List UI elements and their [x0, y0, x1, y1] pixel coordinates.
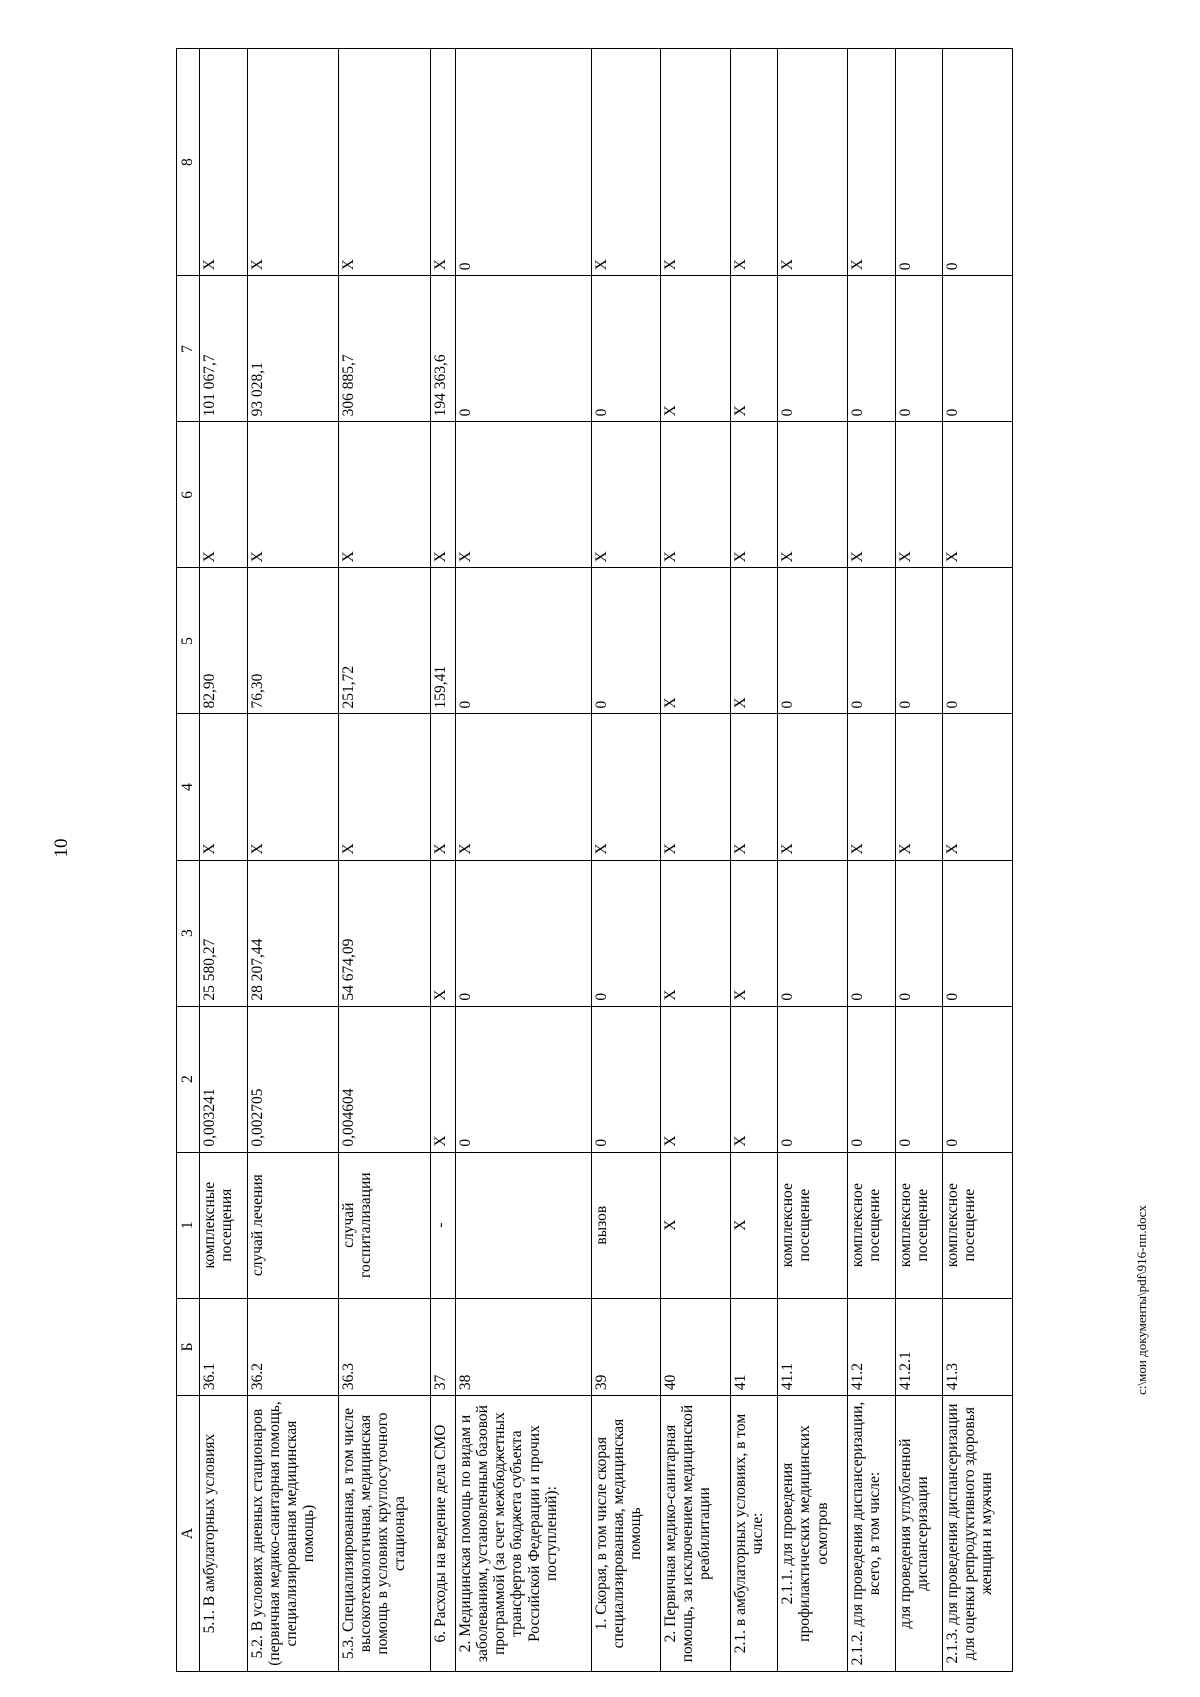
table-cell: Х: [730, 276, 778, 422]
column-header: 1: [177, 1152, 200, 1298]
table-row: [661, 49, 731, 1672]
table-cell: 25 580,27: [200, 860, 248, 1006]
table-cell: комплексное посещение: [847, 1152, 895, 1298]
table-cell: 38: [456, 1298, 591, 1395]
table-row: [943, 49, 1013, 1672]
table-cell: Х: [591, 49, 661, 276]
table-cell: 0: [456, 49, 591, 276]
table-cell: 41.2.1: [895, 1298, 943, 1395]
table-cell: случай лечения: [247, 1152, 338, 1298]
table-cell: Х: [247, 422, 338, 568]
table-cell: Х: [847, 422, 895, 568]
table-cell: 82,90: [200, 568, 248, 714]
table-cell: 93 028,1: [247, 276, 338, 422]
table-cell: комплексные посещения: [200, 1152, 248, 1298]
table-cell: Х: [339, 714, 430, 860]
table-cell: Х: [247, 714, 338, 860]
rotated-table-frame: [176, 48, 1013, 1672]
table-cell: 0: [456, 568, 591, 714]
table-cell: 306 885,7: [339, 276, 430, 422]
table-cell: 0: [778, 276, 848, 422]
table-row: [847, 49, 895, 1672]
table-cell: 0: [847, 568, 895, 714]
table-cell: Х: [778, 49, 848, 276]
table-row: [430, 49, 456, 1672]
table-cell: Х: [430, 1006, 456, 1152]
table-cell: Х: [661, 714, 731, 860]
table-row: [778, 49, 848, 1672]
table-cell: Х: [456, 422, 591, 568]
table-cell: 0: [591, 276, 661, 422]
table-cell: 0,003241: [200, 1006, 248, 1152]
table-cell: Х: [430, 49, 456, 276]
table-container: [176, 48, 1013, 1672]
table-cell: Х: [895, 422, 943, 568]
table-cell: [456, 1152, 591, 1298]
table-cell: 0: [456, 276, 591, 422]
table-cell: Х: [661, 860, 731, 1006]
table-cell: -: [430, 1152, 456, 1298]
table-cell: Х: [943, 422, 1013, 568]
table-cell: 251,72: [339, 568, 430, 714]
table-cell: Х: [430, 860, 456, 1006]
table-row: [339, 49, 430, 1672]
table-row: [895, 49, 943, 1672]
table-cell: 2.1. в амбулаторных условиях, в том числе:: [730, 1396, 778, 1672]
column-header: 7: [177, 276, 200, 422]
table-cell: 2.1.3. для проведения диспансеризации для оценки репродуктивного здоровья женщин и мужчин: [943, 1396, 1013, 1672]
table-cell: 0: [591, 860, 661, 1006]
table-cell: 2.1.2. для проведения диспансеризации, всего, в том числе:: [847, 1396, 895, 1672]
table-cell: 0,004604: [339, 1006, 430, 1152]
column-header: 2: [177, 1006, 200, 1152]
table-cell: 0: [778, 568, 848, 714]
table-cell: Х: [661, 49, 731, 276]
table-cell: 36.2: [247, 1298, 338, 1395]
table-cell: 0: [943, 860, 1013, 1006]
table-cell: 0: [778, 1006, 848, 1152]
table-row: [456, 49, 591, 1672]
table-cell: комплексное посещение: [778, 1152, 848, 1298]
table-cell: Х: [847, 49, 895, 276]
table-cell: 41.3: [943, 1298, 1013, 1395]
table-cell: 0,002705: [247, 1006, 338, 1152]
page-number: 10: [51, 838, 72, 858]
table-cell: 0: [895, 568, 943, 714]
table-cell: 0: [847, 1006, 895, 1152]
table-cell: 36.1: [200, 1298, 248, 1395]
table-cell: 0: [847, 860, 895, 1006]
column-header: Б: [177, 1298, 200, 1395]
table-cell: 37: [430, 1298, 456, 1395]
table-row: [247, 49, 338, 1672]
table-cell: Х: [943, 714, 1013, 860]
table-cell: Х: [730, 568, 778, 714]
table-cell: Х: [200, 714, 248, 860]
table-cell: 101 067,7: [200, 276, 248, 422]
table-body: [200, 49, 1013, 1672]
table-cell: 41: [730, 1298, 778, 1395]
table-cell: 54 674,09: [339, 860, 430, 1006]
table-cell: 41.1: [778, 1298, 848, 1395]
table-cell: 39: [591, 1298, 661, 1395]
table-cell: 194 363,6: [430, 276, 456, 422]
table-cell: 0: [847, 276, 895, 422]
table-cell: комплексное посещение: [895, 1152, 943, 1298]
table-cell: Х: [591, 422, 661, 568]
table-cell: 2. Первичная медико-санитарная помощь, за исключением медицинской реабилитации: [661, 1396, 731, 1672]
table-cell: 28 207,44: [247, 860, 338, 1006]
table-cell: вызов: [591, 1152, 661, 1298]
table-cell: Х: [730, 1006, 778, 1152]
table-cell: комплексное посещение: [943, 1152, 1013, 1298]
table-cell: 2. Медицинская помощь по видам и заболеваниям, установленным базовой программой (за счет межбюджетных трансфертов бюджета субъекта Российской Федерации и прочих поступлений):: [456, 1396, 591, 1672]
table-cell: Х: [247, 49, 338, 276]
table-cell: 0: [591, 568, 661, 714]
table-cell: Х: [895, 714, 943, 860]
table-cell: 76,30: [247, 568, 338, 714]
table-row: [200, 49, 248, 1672]
data-table: [176, 48, 1013, 1672]
table-cell: 0: [895, 860, 943, 1006]
column-header: 6: [177, 422, 200, 568]
table-cell: Х: [456, 714, 591, 860]
table-header-row: [177, 49, 200, 1672]
table-cell: 0: [778, 860, 848, 1006]
table-cell: 36.3: [339, 1298, 430, 1395]
column-header: 3: [177, 860, 200, 1006]
footer-file-path: с:\мои документы\pdf\916-пп.docx: [1134, 1205, 1149, 1395]
table-cell: Х: [730, 860, 778, 1006]
table-cell: Х: [430, 714, 456, 860]
table-cell: 5.1. В амбулаторных условиях: [200, 1396, 248, 1672]
table-cell: 5.2. В условиях дневных стационаров (первичная медико-санитарная помощь, специализированная медицинская помощь): [247, 1396, 338, 1672]
table-cell: Х: [730, 49, 778, 276]
table-cell: Х: [661, 276, 731, 422]
table-cell: Х: [778, 422, 848, 568]
table-cell: Х: [430, 422, 456, 568]
table-cell: 0: [943, 1006, 1013, 1152]
table-cell: 2.1.1. для проведения профилактических медицинских осмотров: [778, 1396, 848, 1672]
column-header: 8: [177, 49, 200, 276]
table-cell: 0: [456, 1006, 591, 1152]
table-cell: Х: [200, 49, 248, 276]
table-cell: Х: [730, 1152, 778, 1298]
table-cell: Х: [730, 422, 778, 568]
table-cell: 0: [943, 568, 1013, 714]
table-cell: Х: [847, 714, 895, 860]
table-cell: 0: [895, 49, 943, 276]
table-cell: Х: [661, 1006, 731, 1152]
table-cell: Х: [200, 422, 248, 568]
table-cell: 1. Скорая, в том числе скорая специализированная, медицинская помощь: [591, 1396, 661, 1672]
table-cell: Х: [778, 714, 848, 860]
table-cell: 0: [456, 860, 591, 1006]
table-cell: 0: [895, 1006, 943, 1152]
table-cell: 0: [943, 276, 1013, 422]
table-cell: 0: [591, 1006, 661, 1152]
table-cell: Х: [591, 714, 661, 860]
table-cell: 41.2: [847, 1298, 895, 1395]
table-cell: случай госпитализации: [339, 1152, 430, 1298]
column-header: 4: [177, 714, 200, 860]
table-cell: 5.3. Специализированная, в том числе высокотехнологичная, медицинская помощь в условиях круглосуточного стационара: [339, 1396, 430, 1672]
table-cell: Х: [661, 568, 731, 714]
table-row: [591, 49, 661, 1672]
table-row: [730, 49, 778, 1672]
table-cell: 40: [661, 1298, 731, 1395]
table-cell: Х: [339, 49, 430, 276]
table-cell: Х: [339, 422, 430, 568]
table-cell: Х: [661, 1152, 731, 1298]
table-cell: 6. Расходы на ведение дела СМО: [430, 1396, 456, 1672]
table-cell: 0: [895, 276, 943, 422]
table-cell: 159,41: [430, 568, 456, 714]
column-header: 5: [177, 568, 200, 714]
table-cell: Х: [661, 422, 731, 568]
table-cell: Х: [730, 714, 778, 860]
column-header: А: [177, 1396, 200, 1672]
table-cell: 0: [943, 49, 1013, 276]
table-cell: для проведения углубленной диспансеризации: [895, 1396, 943, 1672]
